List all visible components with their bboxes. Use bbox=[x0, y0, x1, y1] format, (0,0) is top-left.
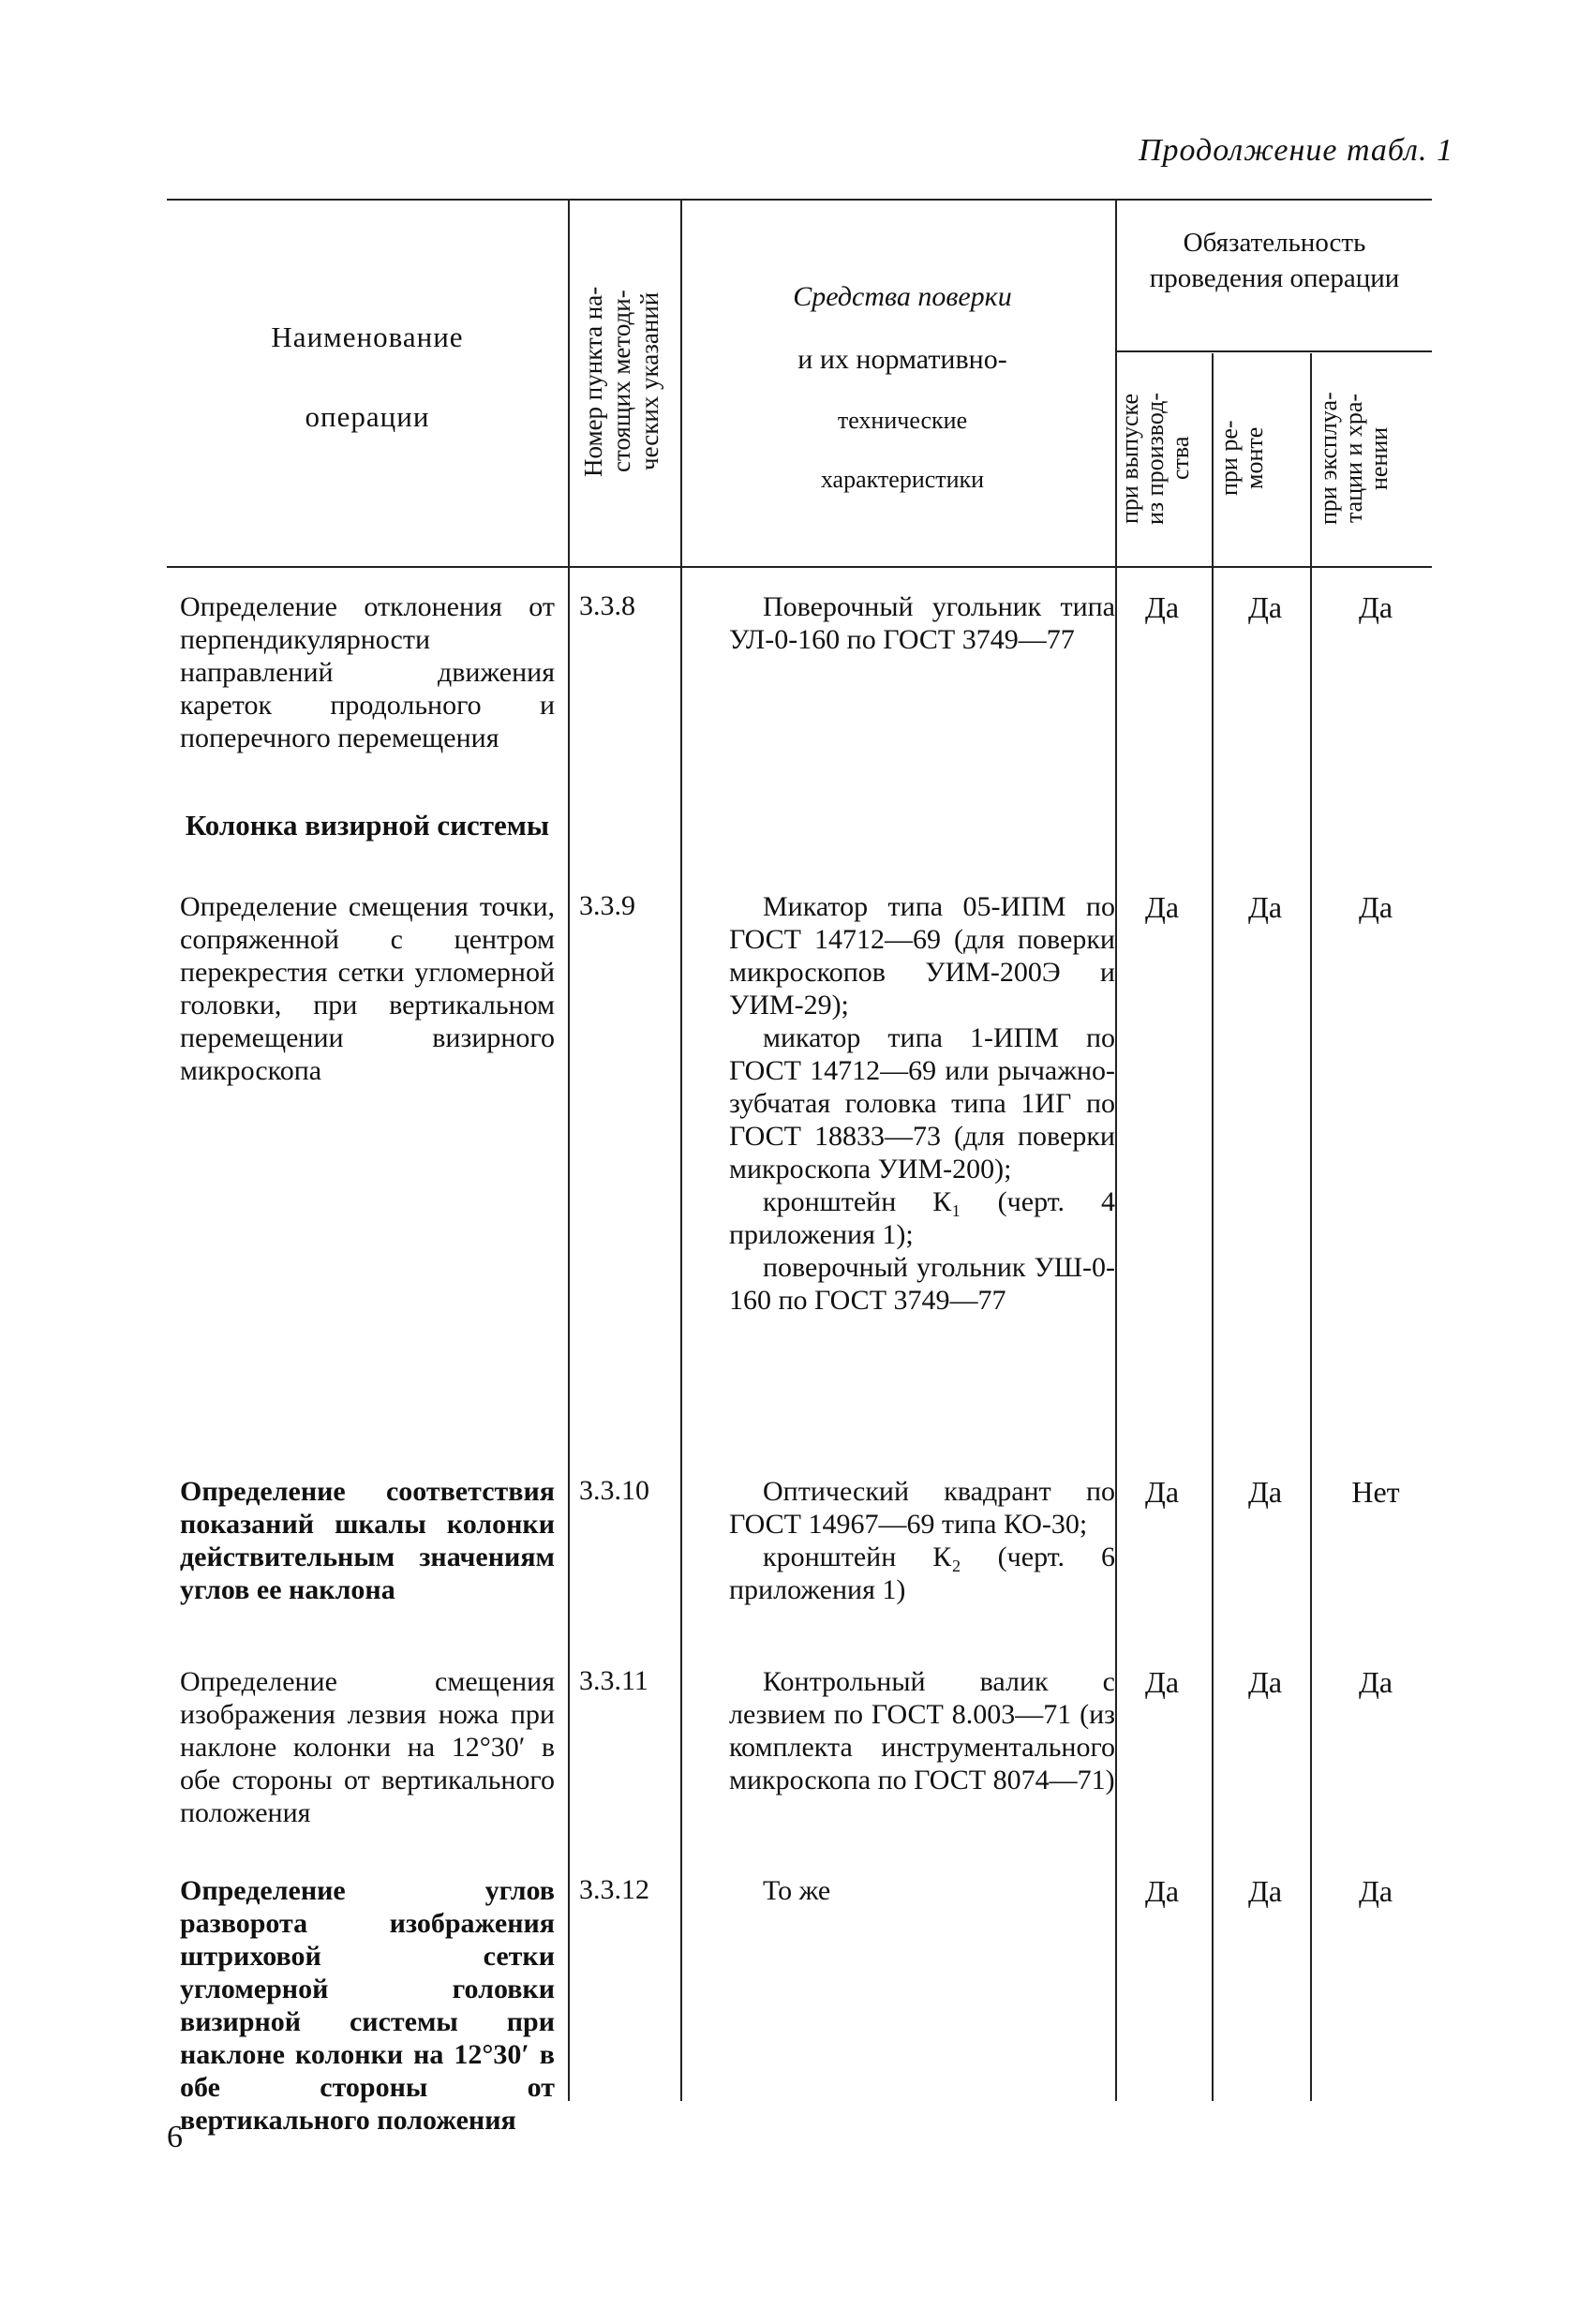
table-row-name: Определение углов разворота изображения штриховой сетки угломерной головки визирной системы при наклоне колонки на 12°30′ в обе стороны от вертикального положения bbox=[180, 1875, 555, 2136]
header-obligation: Обязательность проведения операции bbox=[1149, 228, 1400, 293]
table-row-name: Определение отклонения от перпендикулярности направлений движения кареток продольного и поперечного перемещения bbox=[180, 591, 555, 753]
table-row-means bbox=[729, 590, 1115, 656]
status-repair: Да bbox=[1247, 890, 1283, 924]
table-row-number: 3.3.12 bbox=[579, 1874, 649, 1905]
status-production: Да bbox=[1144, 1475, 1180, 1509]
header-means-line: и их нормативно- bbox=[797, 344, 1007, 375]
header-operation-name bbox=[167, 199, 568, 566]
means-paragraph: Поверочный угольник типа УЛ-0-160 по ГОСТ 3749—77 bbox=[729, 591, 1115, 655]
table-row-number: 3.3.8 bbox=[579, 590, 635, 621]
status-operation: Нет bbox=[1351, 1475, 1400, 1509]
status-production: Да bbox=[1144, 590, 1180, 624]
column-divider bbox=[680, 199, 682, 2101]
status-operation: Да bbox=[1358, 1874, 1393, 1908]
header-verification-means bbox=[692, 199, 1113, 566]
status-operation: Да bbox=[1358, 890, 1393, 924]
table-row-name: Определение смещения точки, сопряженной с центром перекрестия сетки угломерной головки, при вертикальном перемещении визирного микроскопа bbox=[180, 891, 555, 1086]
status-production: Да bbox=[1144, 1665, 1180, 1699]
table-row-name: Определение смещения изображения лезвия ножа при наклоне колонки на 12°30′ в обе стороны от вертикального положения bbox=[180, 1666, 555, 1828]
means-paragraph: поверочный угольник УШ-0-160 по ГОСТ 3749—77 bbox=[729, 1252, 1115, 1316]
header-at-repair: при ре- монте bbox=[1215, 420, 1268, 497]
header-means-line: Средства поверки bbox=[793, 281, 1012, 312]
table-row-name: Определение соответствия показаний шкалы колонки действительным значениям углов ее наклона bbox=[180, 1476, 555, 1605]
verification-table bbox=[167, 199, 1432, 2136]
obligation-header-rule bbox=[1115, 350, 1432, 352]
table-row-number: 3.3.11 bbox=[579, 1665, 648, 1696]
header-name-line: Наименование bbox=[271, 320, 464, 353]
table-header-rule bbox=[167, 566, 1432, 568]
table-row-means bbox=[729, 890, 1115, 1317]
header-means-line: характеристики bbox=[820, 466, 985, 493]
header-name-line: операции bbox=[305, 400, 430, 433]
status-repair: Да bbox=[1247, 1475, 1283, 1509]
status-repair: Да bbox=[1247, 1665, 1283, 1699]
status-operation: Да bbox=[1358, 590, 1393, 624]
status-production: Да bbox=[1144, 890, 1180, 924]
table-row-means bbox=[729, 1665, 1115, 1796]
means-paragraph: То же bbox=[763, 1875, 831, 1906]
status-operation: Да bbox=[1358, 1665, 1393, 1699]
status-repair: Да bbox=[1247, 1874, 1283, 1908]
header-means-line: технические bbox=[837, 407, 968, 434]
means-paragraph: кронштейн К₂ (черт. 6 приложения 1) bbox=[729, 1542, 1115, 1605]
header-item-number: Номер пункта на- стоящих методи- ческих указаний bbox=[579, 286, 663, 477]
table-row-number: 3.3.10 bbox=[579, 1475, 649, 1506]
header-at-production: при выпуске из производ- ства bbox=[1116, 392, 1194, 525]
table-row-number: 3.3.9 bbox=[579, 890, 635, 921]
table-row-means bbox=[729, 1475, 1115, 1606]
page-number: 6 bbox=[167, 2120, 183, 2154]
table-continuation-caption: Продолжение табл. 1 bbox=[1138, 133, 1453, 168]
means-paragraph: Оптический квадрант по ГОСТ 14967—69 типа КО-30; bbox=[729, 1476, 1115, 1540]
column-divider bbox=[1212, 353, 1214, 2101]
group-heading: Колонка визирной системы bbox=[185, 809, 550, 842]
means-paragraph: Микатор типа 05-ИПМ по ГОСТ 14712—69 (для поверки микроскопов УИМ-200Э и УИМ-29); bbox=[729, 891, 1115, 1020]
header-in-operation: при эксплуа- тации и хра- нении bbox=[1315, 392, 1393, 525]
means-paragraph: кронштейн К₁ (черт. 4 приложения 1); bbox=[729, 1186, 1115, 1250]
table-row-means bbox=[729, 1874, 1115, 1907]
means-paragraph: Контрольный валик с лезвием по ГОСТ 8.003—71 (из комплекта инструментального микроскопа по ГОСТ 8074—71) bbox=[729, 1666, 1115, 1795]
column-divider bbox=[568, 199, 570, 2101]
means-paragraph: микатор типа 1-ИПМ по ГОСТ 14712—69 или рычажно-зубчатая головка типа 1ИГ по ГОСТ 18833—73 (для поверки микроскопа УИМ-200); bbox=[729, 1022, 1115, 1184]
status-repair: Да bbox=[1247, 590, 1283, 624]
status-production: Да bbox=[1144, 1874, 1180, 1908]
